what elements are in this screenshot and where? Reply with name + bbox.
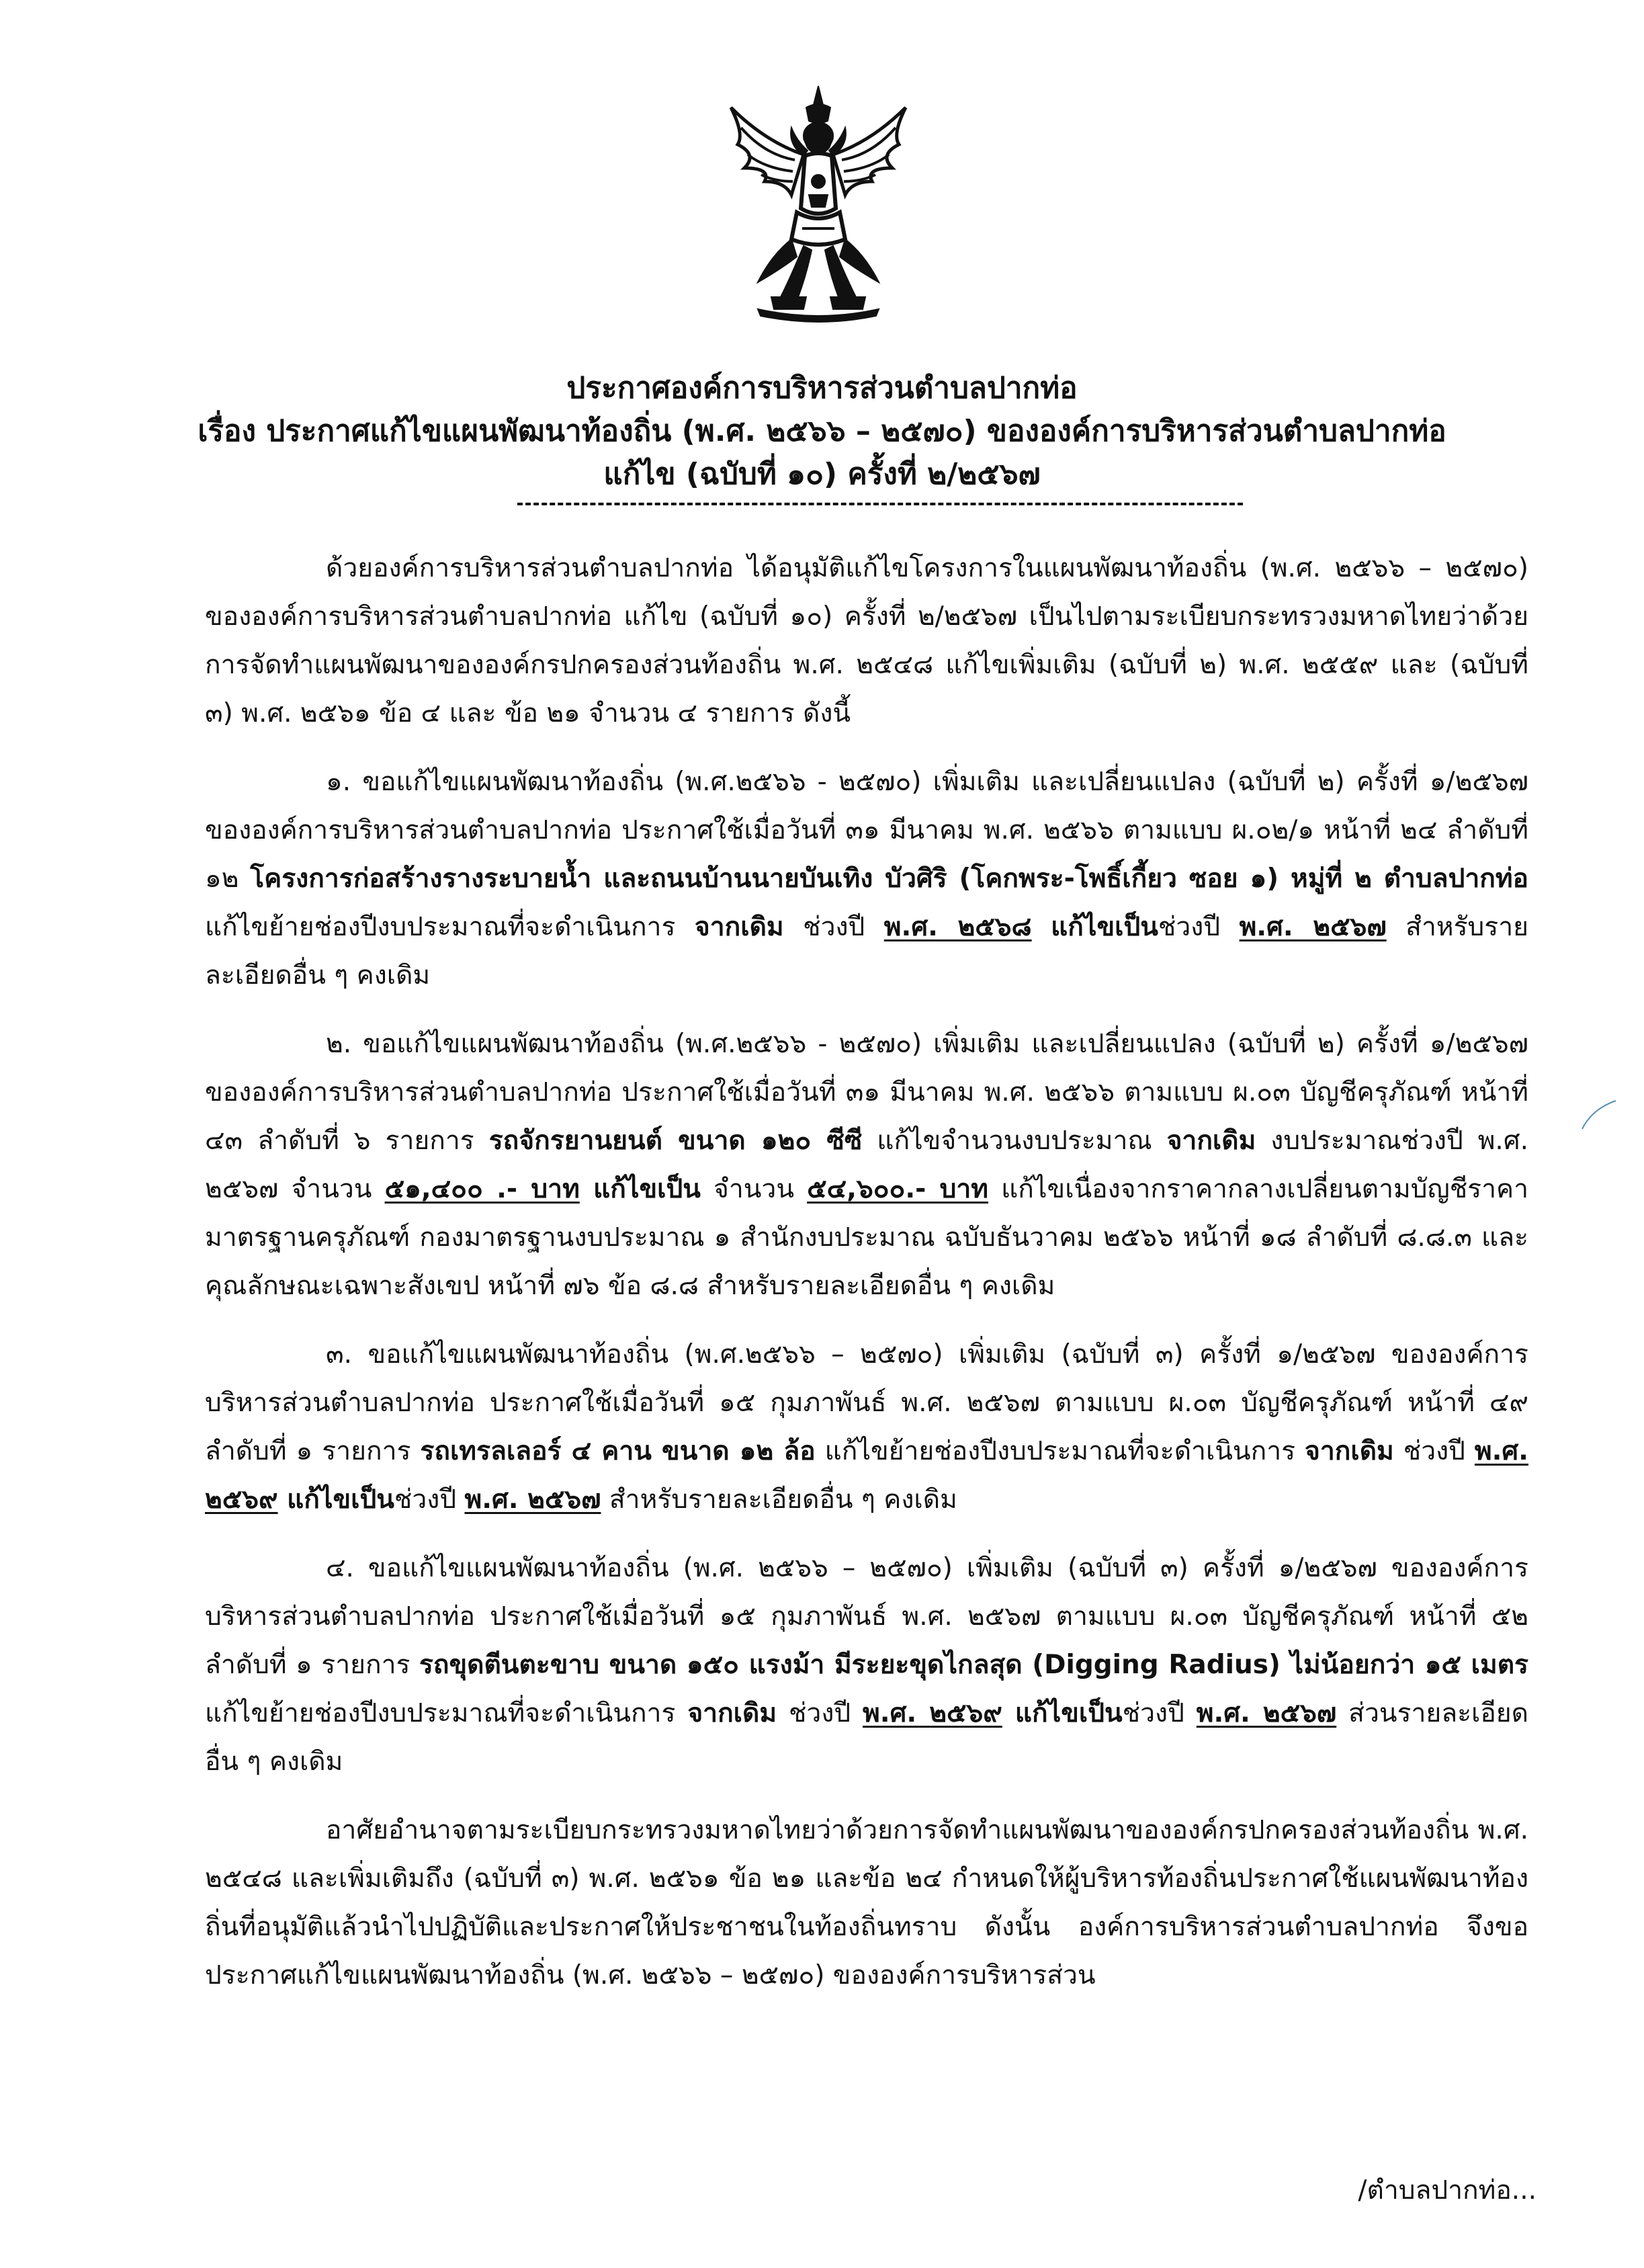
dashed-divider <box>517 503 1243 511</box>
item-4-new-year: พ.ศ. ๒๕๖๗ <box>1196 1698 1337 1728</box>
item-1-from-label: จากเดิม <box>694 912 784 942</box>
item-2-to-label: แก้ไขเป็น <box>579 1174 701 1204</box>
item-4-text-2: แก้ไขย้ายช่องปีงบประมาณที่จะดำเนินการ <box>205 1698 688 1728</box>
item-2-text-4: จำนวน <box>700 1174 808 1204</box>
item-4-old-year: พ.ศ. ๒๕๖๙ <box>863 1698 1002 1728</box>
intro-paragraph: ด้วยองค์การบริหารส่วนตำบลปากท่อ ได้อนุมัติแก้ไขโครงการในแผนพัฒนาท้องถิ่น (พ.ศ. ๒๕๖๖ – ๒๕๗๐) ขององค์การบริหารส่วนตำบลปากท่อ แก้ไข (ฉบับที่ ๑๐) ครั้งที่ ๒/๒๕๖๗ เป็นไปตามระเบียบกระทรวงมหาดไทยว่าด้วยการจัดทำแผนพัฒนาขององค์กรปกครองส่วนท้องถิ่น พ.ศ. ๒๕๔๘ แก้ไขเพิ่มเติม (ฉบับที่ ๒) พ.ศ. ๒๕๕๙ และ (ฉบับที่ ๓) พ.ศ. ๒๕๖๑ ข้อ ๔ และ ข้อ ๒๑ จำนวน ๔ รายการ ดังนี้ <box>205 553 1528 728</box>
item-1-text-2: แก้ไขย้ายช่องปีงบประมาณที่จะดำเนินการ <box>205 912 695 942</box>
announcement-revision: แก้ไข (ฉบับที่ ๑๐) ครั้งที่ ๒/๒๕๖๗ <box>603 457 1041 491</box>
item-2-new-amount: ๕๔,๖๐๐.- บาท <box>807 1174 989 1204</box>
item-1-text-5: สำหรับรายละเอียดอื่น ๆ คงเดิม <box>205 912 1528 991</box>
item-2-equipment: รถจักรยานยนต์ ขนาด ๑๒๐ ซีซี <box>488 1126 863 1156</box>
item-3-new-year: พ.ศ. ๒๕๖๗ <box>464 1484 601 1515</box>
item-2-old-amount: ๕๑,๔๐๐ .- บาท <box>384 1174 580 1204</box>
item-1-text-4: ช่วงปี <box>1158 912 1240 942</box>
item-4-text-4: ช่วงปี <box>1122 1698 1197 1728</box>
item-1-paragraph <box>205 758 1528 1000</box>
item-2-paragraph <box>205 1020 1528 1310</box>
item-4-from-label: จากเดิม <box>687 1698 777 1728</box>
item-4-text: ๔. ขอแก้ไขแผนพัฒนาท้องถิ่น (พ.ศ. ๒๕๖๖ – ๒๕๗๐) เพิ่มเติม (ฉบับที่ ๓) ครั้งที่ ๑/๒๕๖๗ ขององค์การบริหารส่วนตำบลปากท่อ ประกาศใช้เมื่อวันที่ ๑๕ กุมภาพันธ์ พ.ศ. ๒๕๖๗ ตามแบบ ผ.๐๓ บัญชีครุภัณฑ์ หน้าที่ ๕๒ ลำดับที่ ๑ รายการ <box>205 1553 1528 1680</box>
item-4-text-5: ส่วนรายละเอียดอื่น ๆ คงเดิม <box>205 1698 1528 1777</box>
item-2-text-5: แก้ไขเนื่องจากราคากลางเปลี่ยนตามบัญชีราคามาตรฐานครุภัณฑ์ กองมาตรฐานงบประมาณ ๑ สำนักงบประมาณ ฉบับธันวาคม ๒๕๖๖ หน้าที่ ๑๘ ลำดับที่ ๘.๘.๓ และคุณลักษณะเฉพาะสังเขป หน้าที่ ๗๖ ข้อ ๘.๘ สำหรับรายละเอียดอื่น ๆ คงเดิม <box>205 1174 1529 1301</box>
item-1-text: ๑. ขอแก้ไขแผนพัฒนาท้องถิ่น (พ.ศ.๒๕๖๖ - ๒๕๗๐) เพิ่มเติม และเปลี่ยนแปลง (ฉบับที่ ๒) ครั้งที่ ๑/๒๕๖๗ ขององค์การบริหารส่วนตำบลปากท่อ ประกาศใช้เมื่อวันที่ ๓๑ มีนาคม พ.ศ. ๒๕๖๖ ตามแบบ ผ.๐๒/๑ หน้าที่ ๒๔ ลำดับที่ ๑๒ <box>205 767 1528 894</box>
announcement-title: ประกาศองค์การบริหารส่วนตำบลปากท่อ <box>566 371 1078 405</box>
announcement-subject: เรื่อง ประกาศแก้ไขแผนพัฒนาท้องถิ่น (พ.ศ. ๒๕๖๖ – ๒๕๗๐) ขององค์การบริหารส่วนตำบลปากท่อ <box>198 414 1446 448</box>
item-3-text-2: แก้ไขย้ายช่องปีงบประมาณที่จะดำเนินการ <box>815 1436 1305 1466</box>
item-3-text-4: ช่วงปี <box>394 1484 465 1515</box>
item-2-text-2: แก้ไขจำนวนงบประมาณ <box>862 1126 1167 1156</box>
item-3-text-5: สำหรับรายละเอียดอื่น ๆ คงเดิม <box>601 1484 957 1515</box>
item-4-paragraph <box>205 1544 1528 1786</box>
item-2-from-label: จากเดิม <box>1166 1126 1256 1156</box>
item-4-to-label: แก้ไขเป็น <box>1002 1698 1123 1728</box>
item-3-from-label: จากเดิม <box>1305 1436 1394 1466</box>
pen-stroke-mark <box>1579 1095 1619 1136</box>
item-3-equipment: รถเทรลเลอร์ ๔ คาน ขนาด ๑๒ ล้อ <box>420 1436 816 1466</box>
item-4-equipment: รถขุดตีนตะขาบ ขนาด ๑๕๐ แรงม้า มีระยะขุดไกลสุด (Digging Radius) ไม่น้อยกว่า ๑๕ เมตร <box>419 1650 1528 1680</box>
item-1-new-year: พ.ศ. ๒๕๖๗ <box>1239 912 1387 942</box>
item-3-paragraph <box>205 1331 1528 1524</box>
item-3-text: ๓. ขอแก้ไขแผนพัฒนาท้องถิ่น (พ.ศ.๒๕๖๖ – ๒๕๗๐) เพิ่มเติม (ฉบับที่ ๓) ครั้งที่ ๑/๒๕๖๗ ขององค์การบริหารส่วนตำบลปากท่อ ประกาศใช้เมื่อวันที่ ๑๕ กุมภาพันธ์ พ.ศ. ๒๕๖๗ ตามแบบ ผ.๐๓ บัญชีครุภัณฑ์ หน้าที่ ๔๙ ลำดับที่ ๑ รายการ <box>205 1339 1528 1466</box>
garuda-emblem-icon <box>718 81 919 323</box>
item-4-text-3: ช่วงปี <box>777 1698 863 1728</box>
item-3-text-3: ช่วงปี <box>1393 1436 1475 1466</box>
closing-paragraph: อาศัยอำนาจตามระเบียบกระทรวงมหาดไทยว่าด้วยการจัดทำแผนพัฒนาขององค์กรปกครองส่วนท้องถิ่น พ.ศ. ๒๕๔๘ และเพิ่มเติมถึง (ฉบับที่ ๓) พ.ศ. ๒๕๖๑ ข้อ ๒๑ และข้อ ๒๔ กำหนดให้ผู้บริหารท้องถิ่นประกาศใช้แผนพัฒนาท้องถิ่นที่อนุมัติแล้วนำไปปฏิบัติและประกาศให้ประชาชนในท้องถิ่นทราบ ดังนั้น องค์การบริหารส่วนตำบลปากท่อ จึงขอประกาศแก้ไขแผนพัฒนาท้องถิ่น (พ.ศ. ๒๕๖๖ – ๒๕๗๐) ขององค์การบริหารส่วน <box>205 1815 1528 1990</box>
page-continuation: /ตำบลปากท่อ... <box>1358 2175 1537 2206</box>
item-1-text-3: ช่วงปี <box>783 912 884 942</box>
item-3-old-year: พ.ศ. ๒๕๖๙ <box>205 1436 1528 1515</box>
item-1-project: โครงการก่อสร้างรางระบายน้ำ และถนนบ้านนายบันเทิง บัวศิริ (โคกพระ-โพธิ์เกี้ยว ซอย ๑) หมู่ที่ ๒ ตำบลปากท่อ <box>250 864 1528 894</box>
item-2-text: ๒. ขอแก้ไขแผนพัฒนาท้องถิ่น (พ.ศ.๒๕๖๖ - ๒๕๗๐) เพิ่มเติม และเปลี่ยนแปลง (ฉบับที่ ๒) ครั้งที่ ๑/๒๕๖๗ ขององค์การบริหารส่วนตำบลปากท่อ ประกาศใช้เมื่อวันที่ ๓๑ มีนาคม พ.ศ. ๒๕๖๖ ตามแบบ ผ.๐๓ บัญชีครุภัณฑ์ หน้าที่ ๔๓ ลำดับที่ ๖ รายการ <box>205 1029 1528 1156</box>
item-1-to-label: แก้ไขเป็น <box>1051 912 1158 942</box>
announcement-body <box>205 544 1528 2020</box>
item-2-text-3: งบประมาณช่วงปี พ.ศ. ๒๕๖๗ จำนวน <box>205 1126 1528 1204</box>
item-3-to-label: แก้ไขเป็น <box>277 1484 394 1515</box>
item-1-old-year: พ.ศ. ๒๕๖๘ <box>883 912 1032 942</box>
